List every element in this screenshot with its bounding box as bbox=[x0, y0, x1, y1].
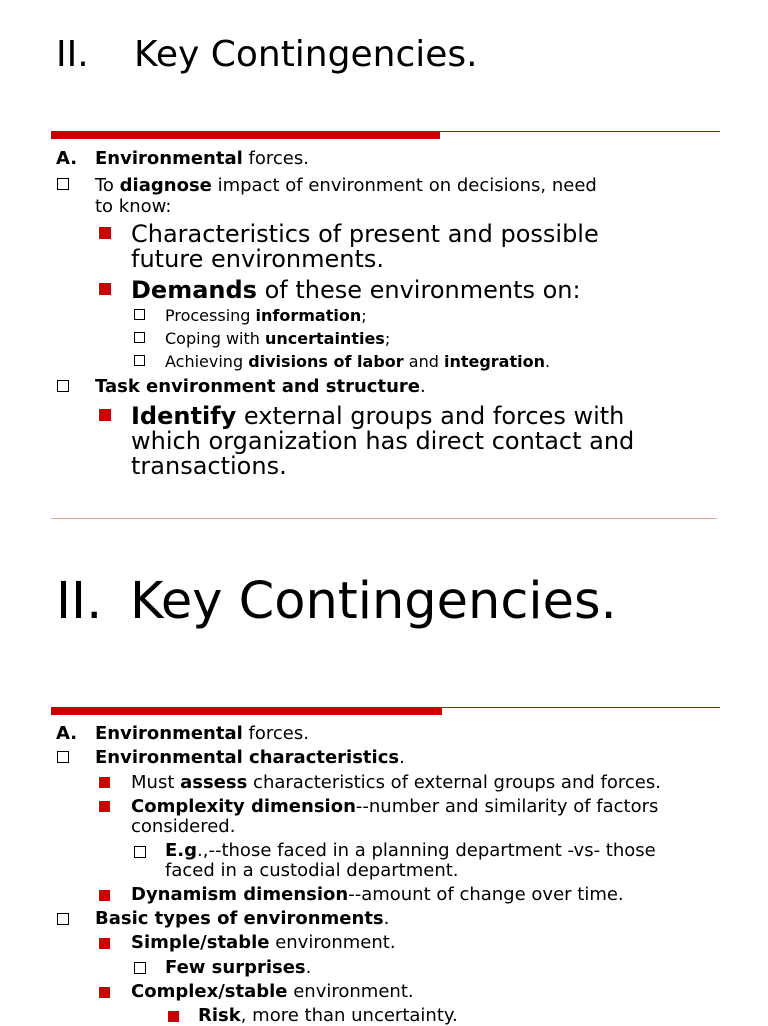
sub-bullet-identify-line2: which organization has direct contact and bbox=[131, 427, 635, 455]
item-processing-information: Processing information; bbox=[165, 306, 367, 325]
solid-square-bullet-icon bbox=[99, 987, 110, 998]
solid-square-bullet-icon bbox=[99, 227, 111, 239]
title-number: II. bbox=[56, 34, 89, 75]
solid-square-bullet-icon bbox=[99, 890, 110, 901]
title-rule-thin bbox=[440, 131, 720, 132]
hollow-square-bullet-icon bbox=[134, 846, 146, 858]
bullet-diagnose-line2: to know: bbox=[95, 196, 172, 217]
solid-square-bullet-icon bbox=[168, 1011, 179, 1022]
hollow-square-bullet-icon bbox=[134, 309, 145, 320]
item-achieving-divisions: Achieving divisions of labor and integration. bbox=[165, 352, 551, 371]
solid-square-bullet-icon bbox=[99, 777, 110, 788]
bullet-diagnose: To diagnose impact of environment on decisions, need bbox=[95, 175, 597, 196]
sub-bullet-dynamism: Dynamism dimension--amount of change over time. bbox=[131, 884, 624, 905]
slide-2 bbox=[0, 520, 768, 1024]
title-text: Key Contingencies. bbox=[134, 34, 478, 75]
solid-square-bullet-icon bbox=[99, 409, 111, 421]
hollow-square-bullet-icon bbox=[134, 962, 146, 974]
hollow-square-bullet-icon bbox=[57, 178, 69, 190]
item-few-surprises: Few surprises. bbox=[165, 957, 312, 978]
solid-square-bullet-icon bbox=[99, 801, 110, 812]
outline-label-a: A. bbox=[56, 148, 78, 169]
hollow-square-bullet-icon bbox=[134, 332, 145, 343]
slide-1-title bbox=[56, 34, 478, 75]
solid-square-bullet-icon bbox=[99, 938, 110, 949]
item-example-line2: faced in a custodial department. bbox=[165, 860, 459, 881]
sub-bullet-must-assess: Must assess characteristics of external groups and forces. bbox=[131, 772, 661, 793]
hollow-square-bullet-icon bbox=[57, 913, 69, 925]
item-coping-uncertainties: Coping with uncertainties; bbox=[165, 329, 391, 348]
sub-bullet-characteristics-line2: future environments. bbox=[131, 245, 384, 273]
item-example: E.g.,--those faced in a planning department -vs- those bbox=[165, 840, 656, 861]
sub-bullet-identify: Identify external groups and forces with bbox=[131, 402, 625, 430]
heading-environmental-forces: Environmental forces. bbox=[95, 723, 309, 744]
title-text: Key Contingencies. bbox=[130, 572, 617, 631]
solid-square-bullet-icon bbox=[99, 283, 111, 295]
title-number: II. bbox=[56, 572, 103, 631]
title-rule-thin bbox=[442, 707, 720, 708]
bullet-task-environment: Task environment and structure. bbox=[95, 376, 426, 397]
bullet-environmental-characteristics: Environmental characteristics. bbox=[95, 747, 405, 768]
item-risk: Risk, more than uncertainty. bbox=[198, 1005, 458, 1026]
sub-bullet-characteristics: Characteristics of present and possible bbox=[131, 220, 599, 248]
sub-bullet-complexity-line2: considered. bbox=[131, 816, 236, 837]
sub-bullet-identify-line3: transactions. bbox=[131, 452, 287, 480]
bullet-basic-types: Basic types of environments. bbox=[95, 908, 390, 929]
slide-2-title bbox=[56, 572, 617, 631]
title-rule-thick bbox=[51, 707, 442, 715]
sub-bullet-demands: Demands of these environments on: bbox=[131, 276, 581, 304]
sub-bullet-complex-stable: Complex/stable environment. bbox=[131, 981, 414, 1002]
title-rule-thick bbox=[51, 131, 440, 139]
hollow-square-bullet-icon bbox=[57, 380, 69, 392]
hollow-square-bullet-icon bbox=[134, 355, 145, 366]
slide-separator bbox=[51, 518, 717, 519]
hollow-square-bullet-icon bbox=[57, 751, 69, 763]
heading-environmental-forces: Environmental forces. bbox=[95, 148, 309, 169]
sub-bullet-complexity: Complexity dimension--number and similarity of factors bbox=[131, 796, 659, 817]
outline-label-a: A. bbox=[56, 723, 78, 744]
sub-bullet-simple-stable: Simple/stable environment. bbox=[131, 932, 396, 953]
